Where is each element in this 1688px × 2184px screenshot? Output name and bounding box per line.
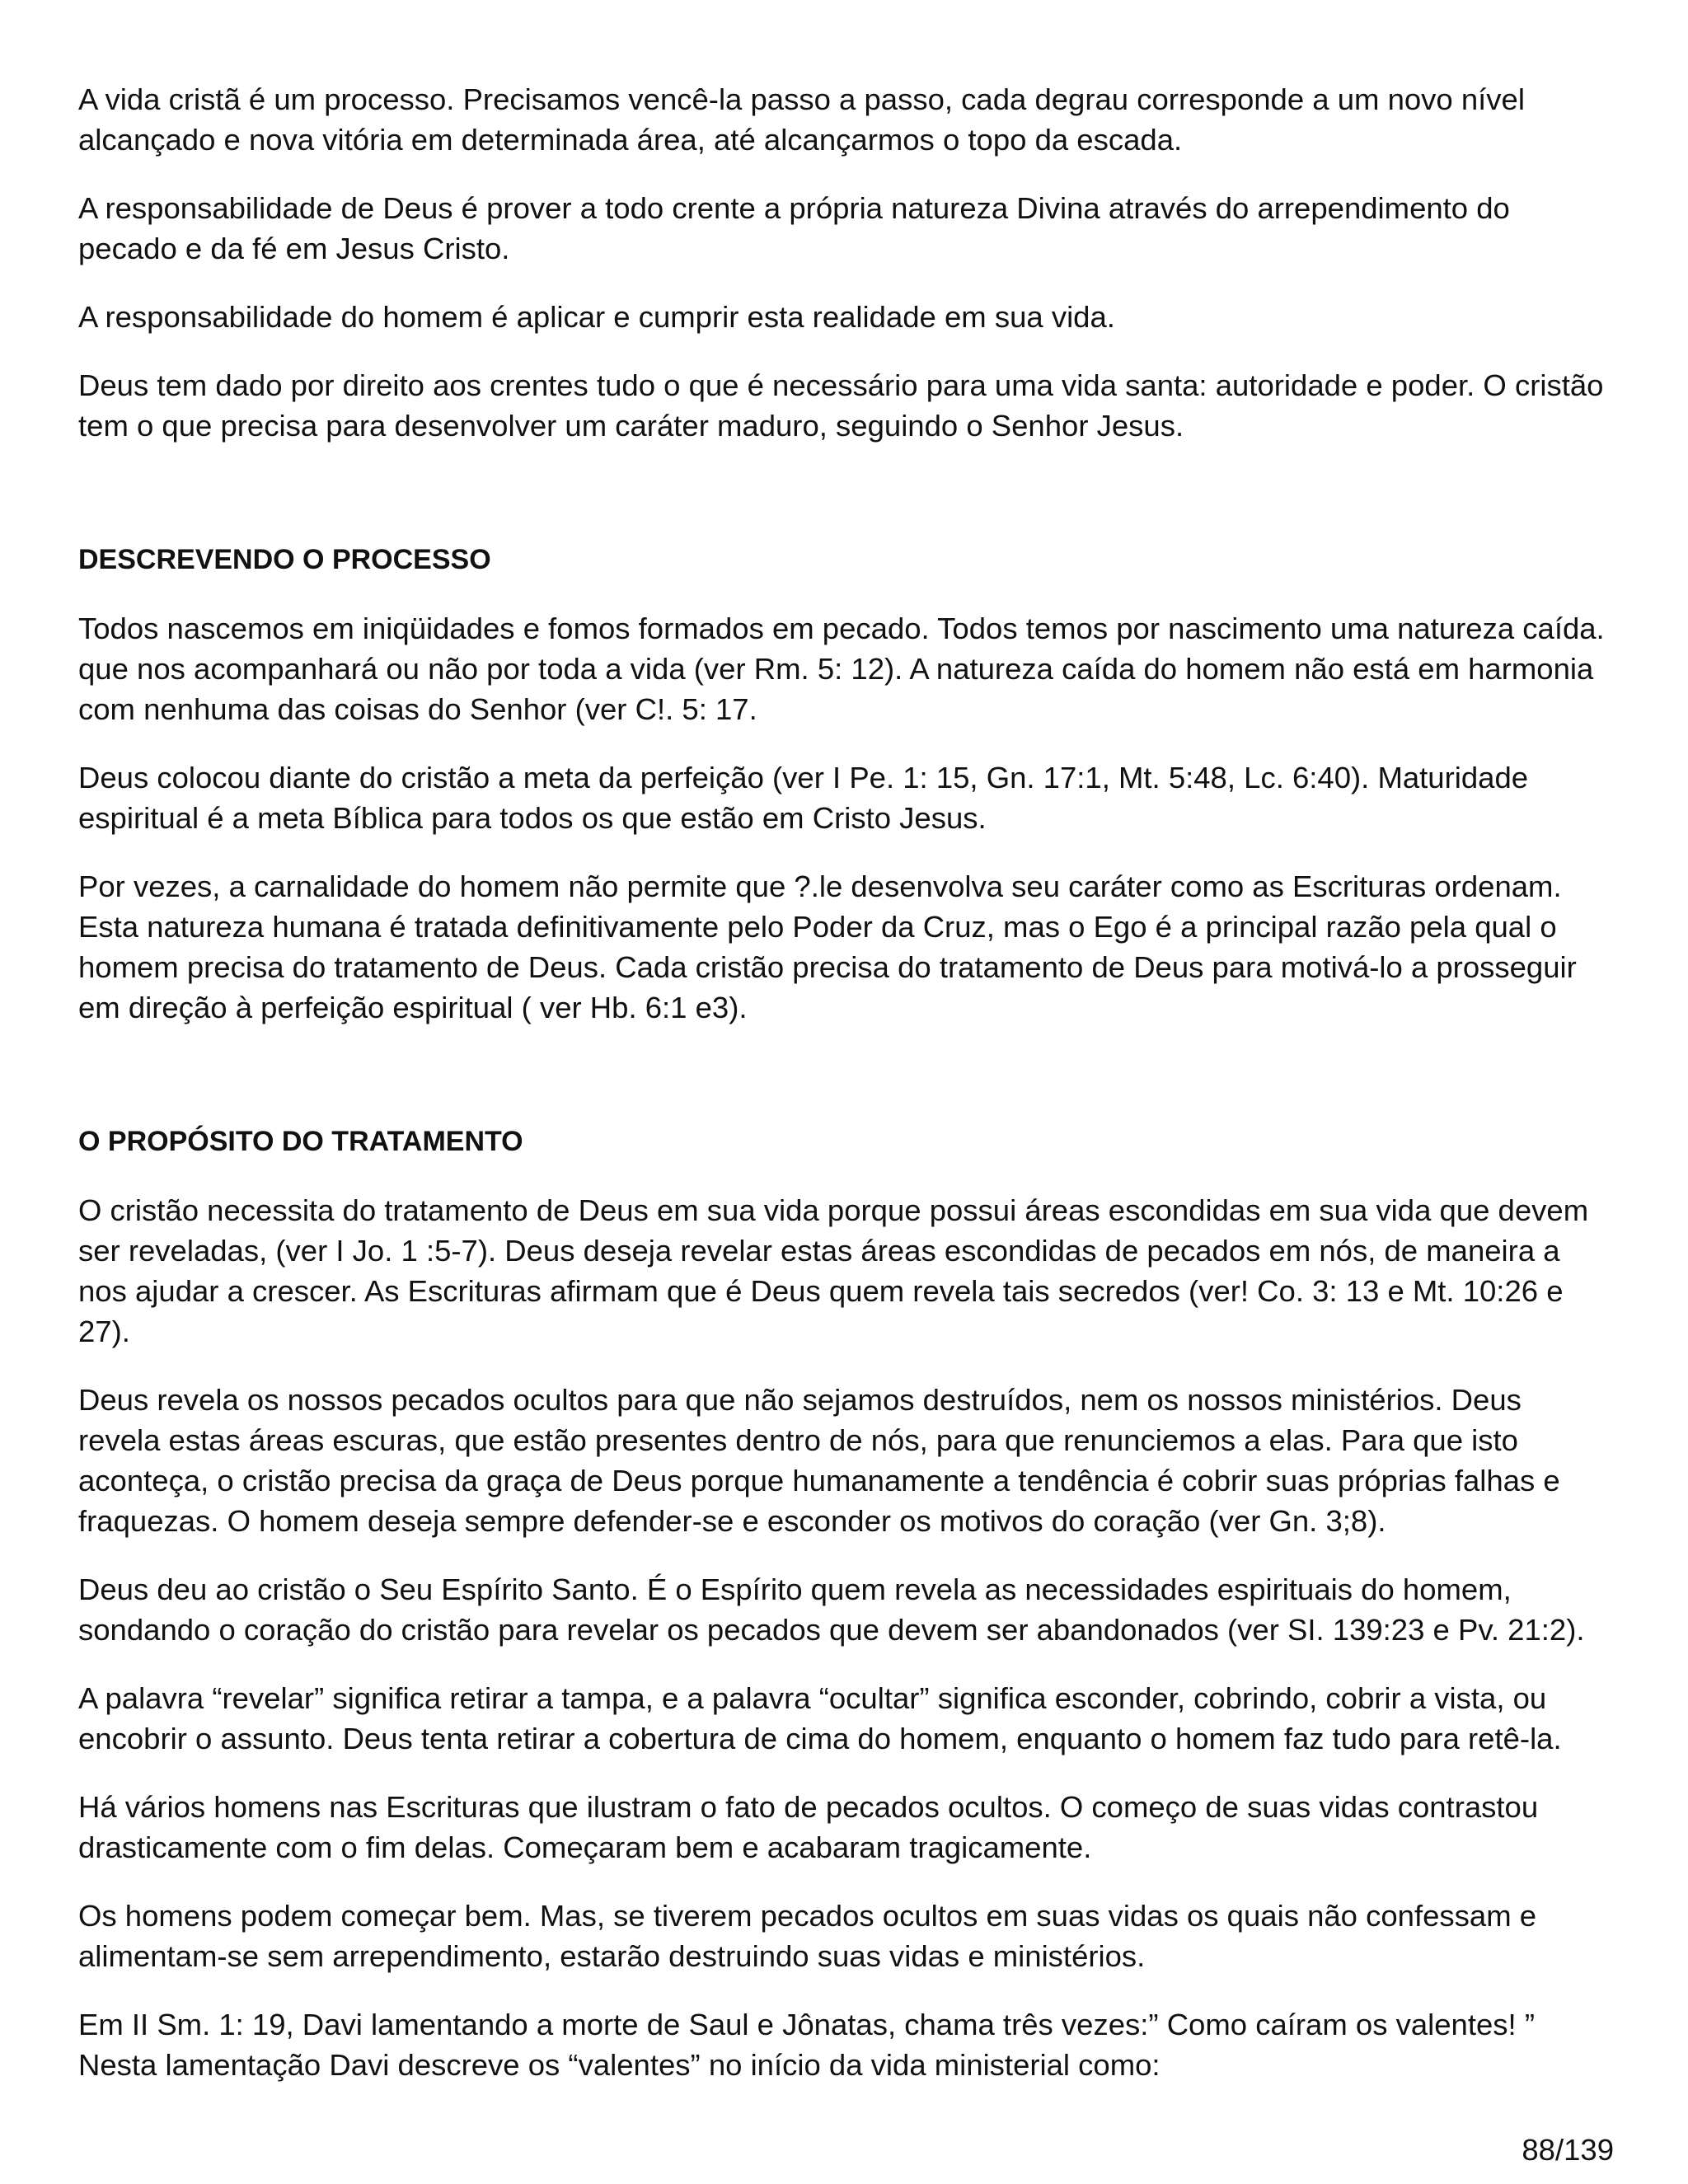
paragraph: A palavra “revelar” significa retirar a tampa, e a palavra “ocultar” significa esconder, cobrindo, cobrir a vista, ou encobrir o assunto. Deus tenta retirar a cobertura de cima do homem, enquanto o homem faz tudo para retê-la.	[78, 1681, 1562, 1755]
paragraph: Há vários homens nas Escrituras que ilustram o fato de pecados ocultos. O começo de suas vidas contrastou drasticamente com o fim delas. Começaram bem e acabaram tragicamente.	[78, 1790, 1539, 1864]
document-page	[78, 79, 1611, 2113]
page-number: 88/139	[1522, 2133, 1614, 2167]
paragraph: Em II Sm. 1: 19, Davi lamentando a morte de Saul e Jônatas, chama três vezes:” Como caíram os valentes! ” Nesta lamentação Davi descreve os “valentes” no início da vida ministerial como:	[78, 2008, 1535, 2082]
paragraph: A vida cristã é um processo. Precisamos vencê-la passo a passo, cada degrau corresponde a um novo nível alcançado e nova vitória em determinada área, até alcançarmos o topo da escada.	[78, 82, 1525, 157]
paragraph: Deus revela os nossos pecados ocultos para que não sejamos destruídos, nem os nossos ministérios. Deus revela estas áreas escuras, que estão presentes dentro de nós, para que renunciemos a elas. Para que isto aconteça, o cristão precisa da graça de Deus porque humanamente a tendência é cobrir suas próprias falhas e fraquezas. O homem deseja sempre defender-se e esconder os motivos do coração (ver Gn. 3;8).	[78, 1383, 1560, 1538]
paragraph: Deus colocou diante do cristão a meta da perfeição (ver I Pe. 1: 15, Gn. 17:1, Mt. 5:48, Lc. 6:40). Maturidade espiritual é a meta Bíblica para todos os que estão em Cristo Jesus.	[78, 761, 1529, 835]
paragraph: Todos nascemos em iniqüidades e fomos formados em pecado. Todos temos por nascimento uma natureza caída. que nos acompanhará ou não por toda a vida (ver Rm. 5: 12). A natureza caída do homem não está em harmonia com nenhuma das coisas do Senhor (ver C!. 5: 17.	[78, 612, 1605, 726]
paragraph: A responsabilidade de Deus é prover a todo crente a própria natureza Divina através do arrependimento do pecado e da fé em Jesus Cristo.	[78, 191, 1510, 265]
paragraph: Por vezes, a carnalidade do homem não permite que ?.le desenvolva seu caráter como as Escrituras ordenam. Esta natureza humana é tratada definitivamente pelo Poder da Cruz, mas o Ego é a principal razão pela qual o homem precisa do tratamento de Deus. Cada cristão precisa do tratamento de Deus para motivá-lo a prosseguir em direção à perfeição espiritual ( ver Hb. 6:1 e3).	[78, 869, 1577, 1024]
paragraph: Deus deu ao cristão o Seu Espírito Santo. É o Espírito quem revela as necessidades espirituais do homem, sondando o coração do cristão para revelar os pecados que devem ser abandonados (ver SI. 139:23 e Pv. 21:2).	[78, 1572, 1585, 1647]
section-heading: O PROPÓSITO DO TRATAMENTO	[78, 1126, 523, 1157]
paragraph: A responsabilidade do homem é aplicar e cumprir esta realidade em sua vida.	[78, 300, 1115, 334]
paragraph: Os homens podem começar bem. Mas, se tiverem pecados ocultos em suas vidas os quais não confessam e alimentam-se sem arrependimento, estarão destruindo suas vidas e ministérios.	[78, 1899, 1537, 1973]
paragraph: Deus tem dado por direito aos crentes tudo o que é necessário para uma vida santa: autoridade e poder. O cristão tem o que precisa para desenvolver um caráter maduro, seguindo o Senhor Jesus.	[78, 368, 1604, 443]
paragraph: O cristão necessita do tratamento de Deus em sua vida porque possui áreas escondidas em sua vida que devem ser reveladas, (ver I Jo. 1 :5-7). Deus deseja revelar estas áreas escondidas de pecados em nós, de maneira a nos ajudar a crescer. As Escrituras afirmam que é Deus quem revela tais secredos (ver! Co. 3: 13 e Mt. 10:26 e 27).	[78, 1193, 1589, 1348]
section-heading: DESCREVENDO O PROCESSO	[78, 544, 491, 575]
